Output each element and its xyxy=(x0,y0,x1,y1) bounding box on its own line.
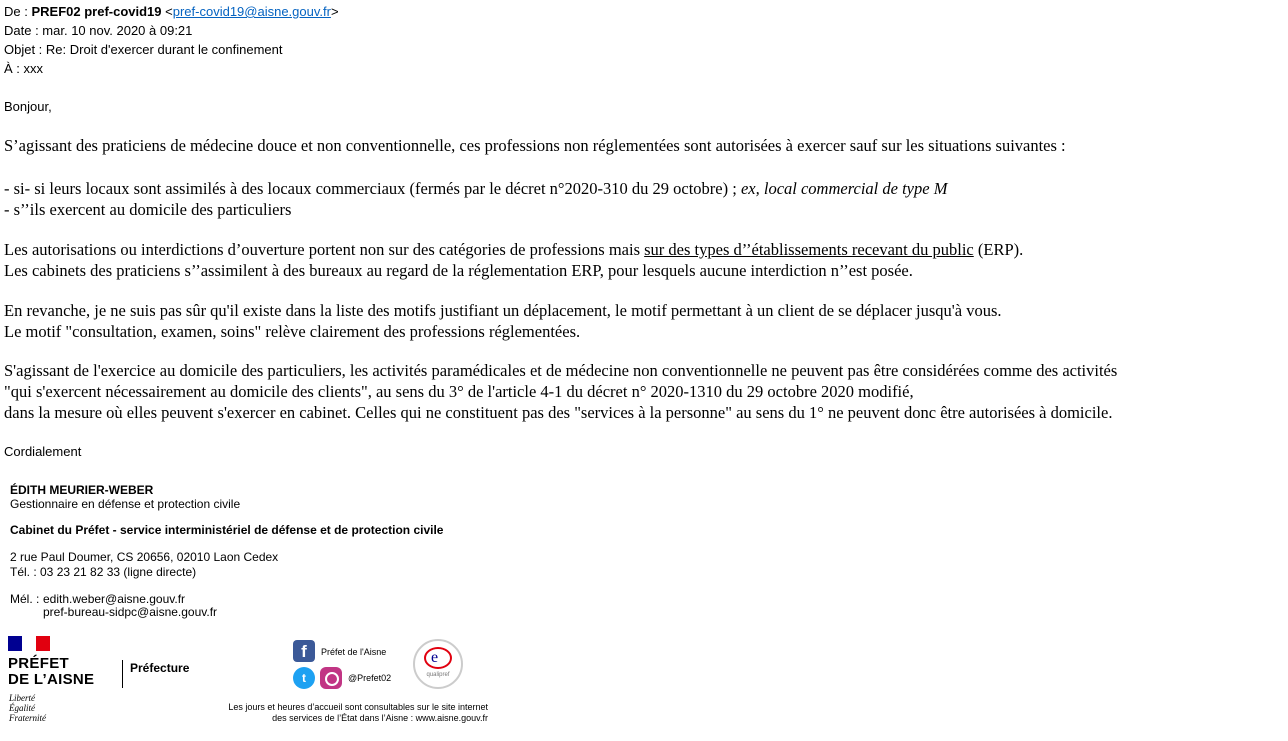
sender-email-link[interactable]: pref-covid19@aisne.gouv.fr xyxy=(172,4,331,19)
facebook-icon[interactable]: f xyxy=(293,640,315,662)
paragraph-1: S’agissant des praticiens de médecine douce et non conventionnelle, ces professions non réglementées sont autorisées à exercer sauf sur les situations suivantes : xyxy=(4,136,1066,155)
list-item-1: - si- si leurs locaux sont assimilés à des locaux commerciaux (fermés par le décret n°2020-310 du 29 octobre) ; ex, local commercial de type M xyxy=(4,179,948,198)
erp-link[interactable]: sur des types d’’établissements recevant du public xyxy=(644,240,974,259)
signature-phone: Tél. : 03 23 21 82 33 (ligne directe) xyxy=(10,565,197,579)
subject-line: Objet : Re: Droit d'exercer durant le confinement xyxy=(4,42,283,57)
signature-mail-label: Mél. : xyxy=(10,592,40,606)
date-line: Date : mar. 10 nov. 2020 à 09:21 xyxy=(4,23,193,38)
greeting: Bonjour, xyxy=(4,99,52,114)
logo-divider xyxy=(122,660,123,688)
facebook-label[interactable]: Préfet de l'Aisne xyxy=(321,647,387,657)
qualipref-badge-icon: e qualipref xyxy=(413,639,463,689)
paragraph-3a: Les autorisations ou interdictions d’ouverture portent non sur des catégories de professions mais sur des types d’’établissements recevant du public (ERP). xyxy=(4,240,1024,259)
instagram-icon[interactable] xyxy=(320,667,342,689)
paragraph-4a: En revanche, je ne suis pas sûr qu'il existe dans la liste des motifs justifiant un déplacement, le motif permettant à un client de se déplacer jusqu'à vous. xyxy=(4,301,1002,320)
paragraph-3b: Les cabinets des praticiens s’’assimilent à des bureaux au regard de la réglementation ERP, pour lesquels aucune interdiction n’’est posée. xyxy=(4,261,913,280)
signature-mail-2[interactable]: pref-bureau-sidpc@aisne.gouv.fr xyxy=(43,605,218,619)
signature-name: ÉDITH MEURIER-WEBER xyxy=(10,483,154,497)
signature-address: 2 rue Paul Doumer, CS 20656, 02010 Laon Cedex xyxy=(10,550,279,564)
social-handle[interactable]: @Prefet02 xyxy=(348,673,392,683)
marianne-flag-icon xyxy=(8,636,50,651)
paragraph-4b: Le motif "consultation, examen, soins" relève clairement des professions réglementées. xyxy=(4,322,581,341)
paragraph-5c: dans la mesure où elles peuvent s'exercer en cabinet. Celles qui ne constituent pas des "services à la personne" au sens du 1° ne peuvent donc être autorisées à domicile. xyxy=(4,403,1113,422)
signature-role: Gestionnaire en défense et protection civile xyxy=(10,497,241,511)
logo-text: PRÉFET DE L’AISNE xyxy=(8,655,95,688)
twitter-icon[interactable]: t xyxy=(293,667,315,689)
paragraph-5b: "qui s'exercent nécessairement au domicile des clients", au sens du 3° de l'article 4-1 du décret n° 2020-1310 du 29 octobre 2020 modifié, xyxy=(4,382,914,401)
from-line: De : PREF02 pref-covid19 <pref-covid19@aisne.gouv.fr> xyxy=(4,4,339,19)
devise: Liberté Égalité Fraternité xyxy=(9,693,46,723)
paragraph-5a: S'agissant de l'exercice au domicile des particuliers, les activités paramédicales et de médecine non conventionnelle ne peuvent pas être considérées comme des activités xyxy=(4,361,1118,380)
footer-note: Les jours et heures d’accueil sont consultables sur le site internet des services de l’État dans l’Aisne : www.aisne.gouv.fr xyxy=(228,702,488,723)
sender-name: PREF02 pref-covid19 xyxy=(31,4,162,19)
signature-service: Cabinet du Préfet - service interministériel de défense et de protection civile xyxy=(10,523,444,537)
signature-mail-1[interactable]: edith.weber@aisne.gouv.fr xyxy=(43,592,186,606)
list-item-2: - s’’ils exercent au domicile des particuliers xyxy=(4,200,292,219)
prefecture-label: Préfecture xyxy=(130,661,190,675)
prefet-aisne-logo xyxy=(8,636,118,728)
closing: Cordialement xyxy=(4,444,82,459)
to-line: À : xxx xyxy=(4,61,44,76)
